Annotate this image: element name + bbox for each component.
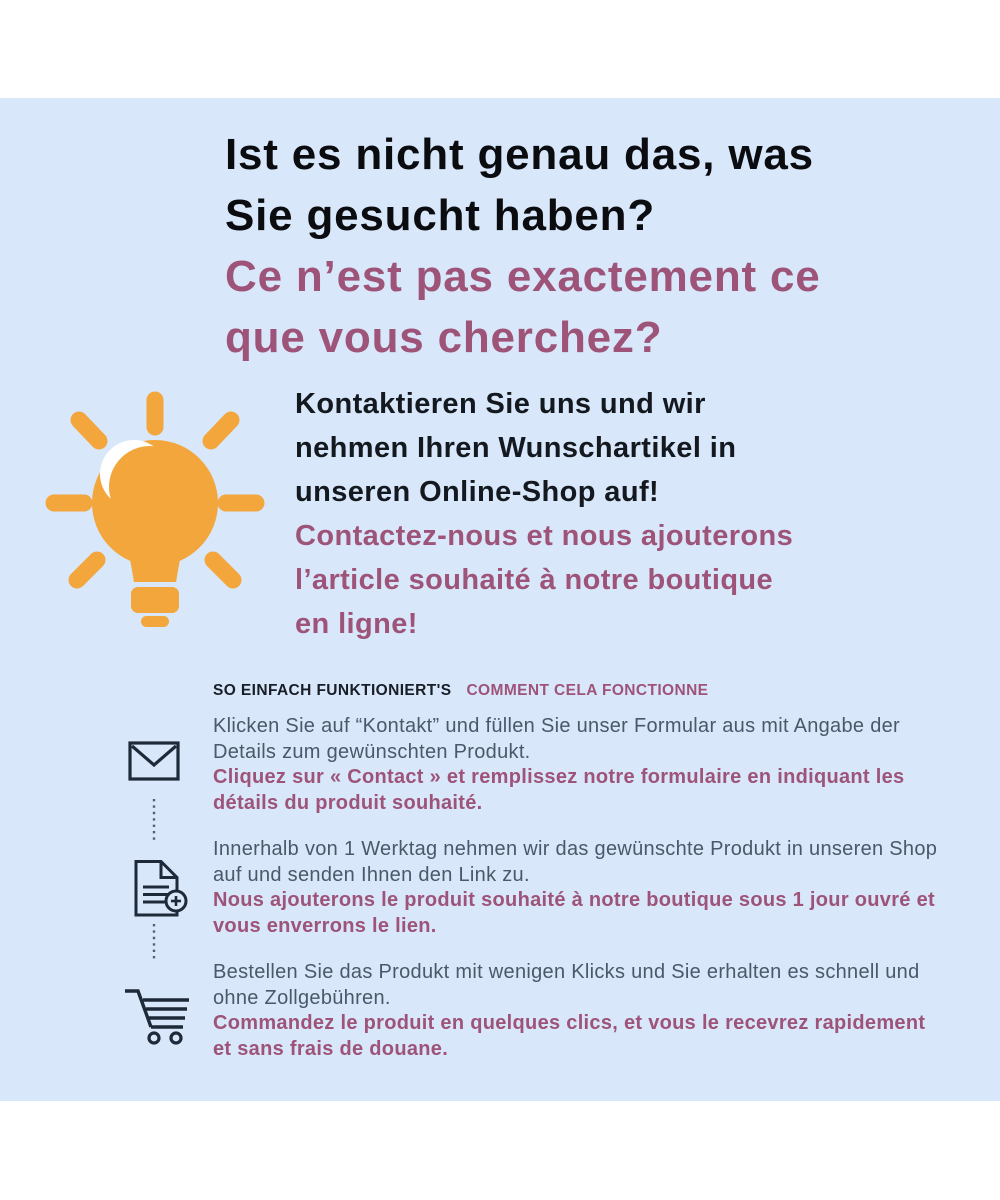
step-2-de: Innerhalb von 1 Werktag nehmen wir das gewünschte Produkt in unseren Shop auf und senden Ihnen den Link zu. (213, 838, 938, 886)
add-document-icon (125, 858, 189, 925)
step-2-fr: Nous ajouterons le produit souhaité à notre boutique sous 1 jour ouvré et vous enverrons le lien. (213, 889, 935, 937)
step-3-fr: Commandez le produit en quelques clics, et vous le recevrez rapidement et sans frais de douane. (213, 1012, 926, 1060)
step-1-text (213, 714, 941, 816)
intro-fr-line2: l’article souhaité à notre boutique (295, 564, 774, 596)
intro-de-line2: nehmen Ihren Wunschartikel in (295, 432, 737, 464)
headline-fr-line1: Ce n’est pas exactement ce (225, 252, 821, 301)
dotted-connector (152, 922, 156, 967)
intro-fr-line3: en ligne! (295, 608, 418, 640)
headline-de-line2: Sie gesucht haben? (225, 191, 656, 240)
how-it-works-header (213, 682, 708, 700)
headline-fr-line2: que vous cherchez? (225, 313, 663, 362)
intro-de-line3: unseren Online-Shop auf! (295, 476, 660, 508)
headline-de-line1: Ist es nicht genau das, was (225, 130, 814, 179)
step-3-text (213, 960, 941, 1062)
step-2-text (213, 837, 941, 939)
how-title-de: SO EINFACH FUNKTIONIERT'S (213, 682, 452, 699)
step-1-de: Klicken Sie auf “Kontakt” und füllen Sie unser Formular aus mit Angabe der Details zum gewünschten Produkt. (213, 715, 900, 763)
intro-de-line1: Kontaktieren Sie uns und wir (295, 388, 706, 420)
headline (225, 124, 945, 368)
intro-fr-line1: Contactez-nous et nous ajouterons (295, 520, 794, 552)
intro-text (295, 382, 915, 646)
step-1-fr: Cliquez sur « Contact » et remplissez notre formulaire en indiquant les détails du produit souhaité. (213, 766, 905, 814)
lightbulb-icon (38, 390, 270, 630)
cart-icon (119, 985, 195, 1050)
envelope-icon (127, 740, 181, 787)
how-title-fr: COMMENT CELA FONCTIONNE (466, 682, 709, 699)
dotted-connector (152, 797, 156, 846)
step-3-de: Bestellen Sie das Produkt mit wenigen Klicks und Sie erhalten es schnell und ohne Zollgebühren. (213, 961, 920, 1009)
